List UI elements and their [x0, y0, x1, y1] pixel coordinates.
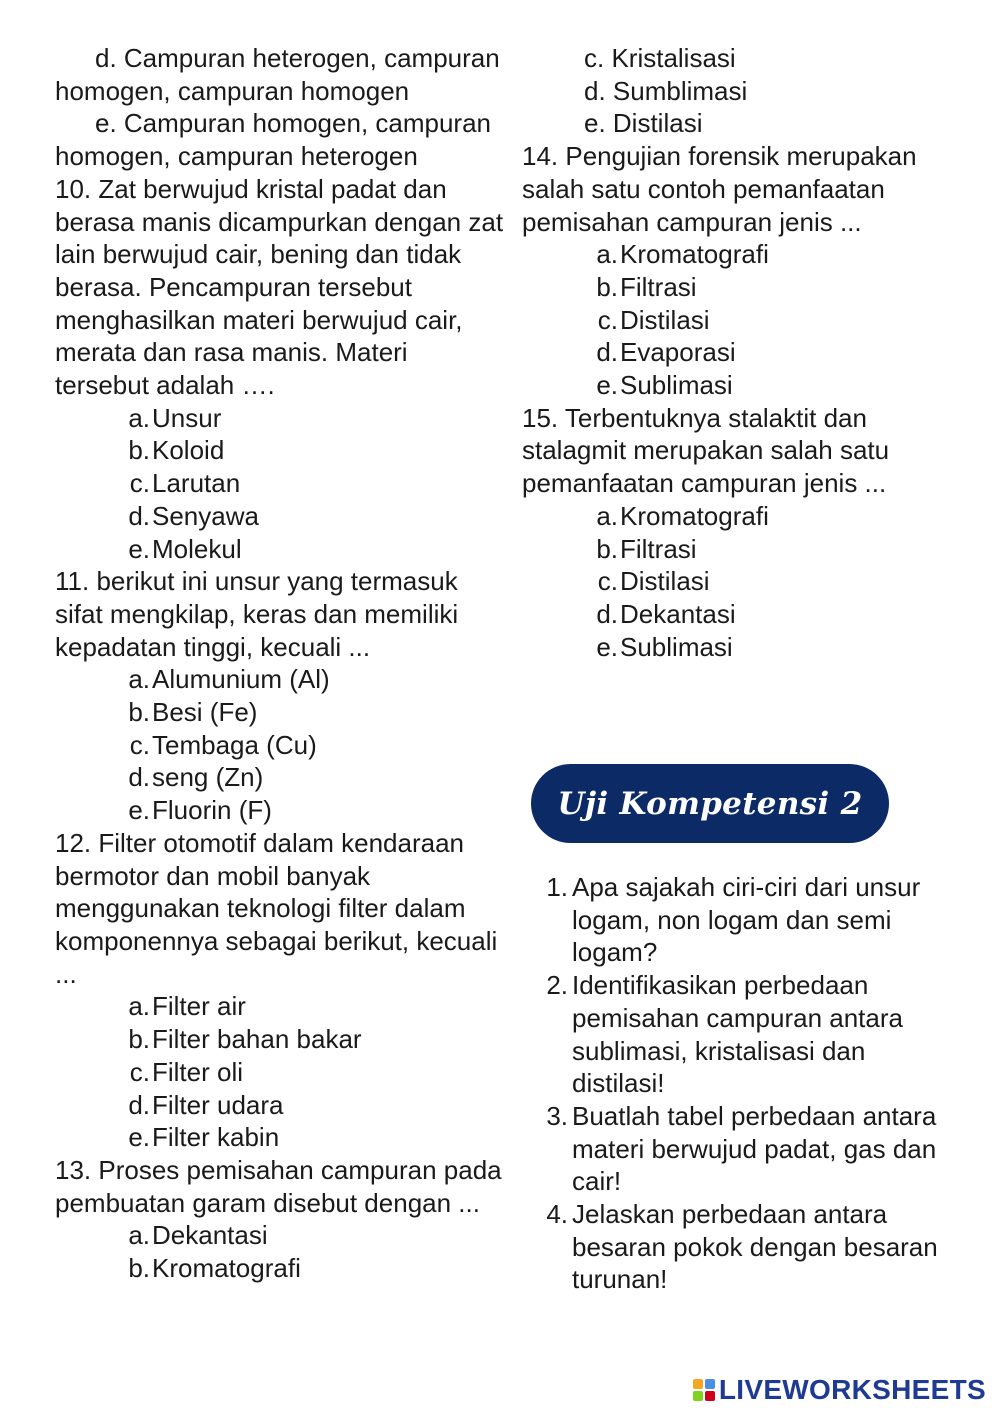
question-11-options	[55, 663, 505, 827]
option	[55, 729, 505, 762]
option	[55, 761, 505, 794]
option-text: Molekul	[152, 533, 242, 564]
question-15: 15. Terbentuknya stalaktit dan stalagmit merupakan salah satu pemanfaatan campuran jenis ...	[522, 402, 890, 499]
option-letter: d.	[596, 337, 618, 368]
option: d. Sumblimasi	[584, 75, 748, 106]
essay-text: Identifikasikan perbedaan pemisahan campuran antara sublimasi, kristalisasi dan distilasi!	[572, 970, 903, 1099]
essay-text: Buatlah tabel perbedaan antara materi berwujud padat, gas dan cair!	[572, 1100, 937, 1197]
option	[55, 1023, 505, 1056]
option	[55, 1219, 505, 1252]
essay-number: 4.	[546, 1199, 568, 1230]
option-letter: b.	[596, 533, 618, 564]
option-text: Alumunium (Al)	[152, 664, 330, 695]
option-text: Kromatografi	[620, 239, 769, 270]
liveworksheets-icon	[693, 1379, 715, 1401]
option-letter: b.	[128, 435, 150, 466]
option	[55, 434, 505, 467]
section-title: Uji Kompetensi 2	[557, 785, 863, 822]
option	[522, 631, 962, 664]
option	[55, 467, 505, 500]
option-letter: c.	[597, 304, 618, 335]
question-10: 10. Zat berwujud kristal padat dan berasa manis dicampurkan dengan zat lain berwujud cair, bening dan tidak berasa. Pencampuran tersebut menghasilkan materi berwujud cair, merata dan rasa manis. Materi tersebut adalah ….	[55, 173, 504, 401]
liveworksheets-logo[interactable]	[693, 1374, 986, 1406]
question-14: 14. Pengujian forensik merupakan salah satu contoh pemanfaatan pemisahan campuran jenis ...	[522, 141, 917, 237]
left-column	[55, 42, 505, 1285]
option-letter: c.	[129, 1056, 150, 1087]
option-letter: b.	[128, 697, 150, 728]
option-text: Filtrasi	[620, 533, 697, 564]
option-text: Sublimasi	[620, 631, 733, 662]
option-letter: c.	[129, 729, 150, 760]
option-letter: a.	[128, 991, 150, 1022]
option-letter: c.	[597, 566, 618, 597]
essay-item	[540, 969, 960, 1100]
essay-item	[540, 1198, 960, 1296]
question-10-options	[55, 402, 505, 566]
option-letter: e.	[128, 1122, 150, 1153]
option-letter: a.	[596, 500, 618, 531]
option	[522, 336, 962, 369]
option-text: Koloid	[152, 435, 225, 466]
option-text: Tembaga (Cu)	[152, 729, 317, 760]
option-text: Distilasi	[620, 304, 710, 335]
option-text: Unsur	[152, 402, 222, 433]
question-14-options	[522, 238, 962, 402]
option	[522, 598, 962, 631]
option: c. Kristalisasi	[584, 43, 736, 73]
option-text: Evaporasi	[620, 337, 736, 368]
question-12: 12. Filter otomotif dalam kendaraan bermotor dan mobil banyak menggunakan teknologi filter dalam komponennya sebagai berikut, kecuali ...	[55, 827, 498, 989]
option-text: Kromatografi	[152, 1253, 301, 1284]
option-letter: c.	[129, 468, 150, 499]
option	[55, 1056, 505, 1089]
option-text: Senyawa	[152, 500, 259, 531]
option	[522, 304, 962, 337]
option	[522, 271, 962, 304]
option	[55, 696, 505, 729]
option	[55, 402, 505, 435]
question-12-options	[55, 990, 505, 1154]
option-letter: d.	[596, 598, 618, 629]
q9-option-e: e. Campuran homogen, campuran homogen, campuran heterogen	[55, 108, 492, 172]
option-letter: d.	[128, 762, 150, 793]
option-text: Filter air	[152, 991, 246, 1022]
option	[55, 1252, 505, 1285]
option-letter: d.	[128, 1089, 150, 1120]
question-11: 11. berikut ini unsur yang termasuk sifat mengkilap, keras dan memiliki kepadatan tinggi, kecuali ...	[55, 566, 459, 662]
option	[522, 369, 962, 402]
option	[55, 533, 505, 566]
option-text: Sublimasi	[620, 370, 733, 401]
question-13: 13. Proses pemisahan campuran pada pembuatan garam disebut dengan ...	[55, 1154, 502, 1218]
option	[522, 533, 962, 566]
option	[522, 500, 962, 533]
question-13-options-continued	[522, 42, 962, 140]
option: e. Distilasi	[584, 108, 703, 139]
essay-text: Jelaskan perbedaan antara besaran pokok dengan besaran turunan!	[572, 1199, 938, 1295]
section-title-badge	[531, 764, 889, 843]
option-text: Kromatografi	[620, 500, 769, 531]
option-letter: e.	[128, 795, 150, 826]
option-text: Larutan	[152, 468, 241, 499]
option-letter: e.	[128, 533, 150, 564]
option	[55, 1121, 505, 1154]
option-letter: e.	[596, 631, 618, 662]
option-letter: b.	[128, 1253, 150, 1284]
essay-item	[540, 1100, 960, 1198]
option-text: Dekantasi	[620, 598, 736, 629]
option-text: Filter oli	[152, 1056, 244, 1087]
essay-number: 1.	[546, 872, 568, 902]
option-text: Filter udara	[152, 1089, 284, 1120]
essay-item	[540, 871, 960, 969]
question-15-options	[522, 500, 962, 664]
essay-questions	[540, 871, 960, 1296]
option-text: Dekantasi	[152, 1220, 268, 1251]
option	[55, 1089, 505, 1122]
option-text: Filter bahan bakar	[152, 1024, 362, 1055]
option-text: Filtrasi	[620, 271, 697, 302]
option-text: Distilasi	[620, 566, 710, 597]
essay-number: 2.	[546, 970, 568, 1001]
option-text: seng (Zn)	[152, 762, 264, 793]
option-letter: a.	[128, 1220, 150, 1251]
option-letter: b.	[596, 271, 618, 302]
q9-option-d: d. Campuran heterogen, campuran homogen, campuran homogen	[55, 43, 500, 106]
essay-list	[540, 871, 960, 1296]
option	[522, 565, 962, 598]
option-text: Besi (Fe)	[152, 697, 258, 728]
option	[55, 663, 505, 696]
option-text: Fluorin (F)	[152, 795, 272, 826]
option-letter: e.	[596, 370, 618, 401]
option	[55, 990, 505, 1023]
essay-number: 3.	[546, 1100, 568, 1131]
option-letter: b.	[128, 1024, 150, 1055]
option-letter: a.	[128, 402, 150, 433]
option	[55, 794, 505, 827]
option-letter: d.	[128, 500, 150, 531]
option-letter: a.	[596, 239, 618, 270]
option	[522, 238, 962, 271]
option	[55, 500, 505, 533]
right-column	[522, 42, 962, 663]
question-13-options	[55, 1219, 505, 1284]
liveworksheets-brand: LIVEWORKSHEETS	[718, 1374, 986, 1405]
essay-text: Apa sajakah ciri-ciri dari unsur logam, non logam dan semi logam?	[572, 872, 921, 968]
option-letter: a.	[128, 664, 150, 695]
option-text: Filter kabin	[152, 1122, 280, 1153]
